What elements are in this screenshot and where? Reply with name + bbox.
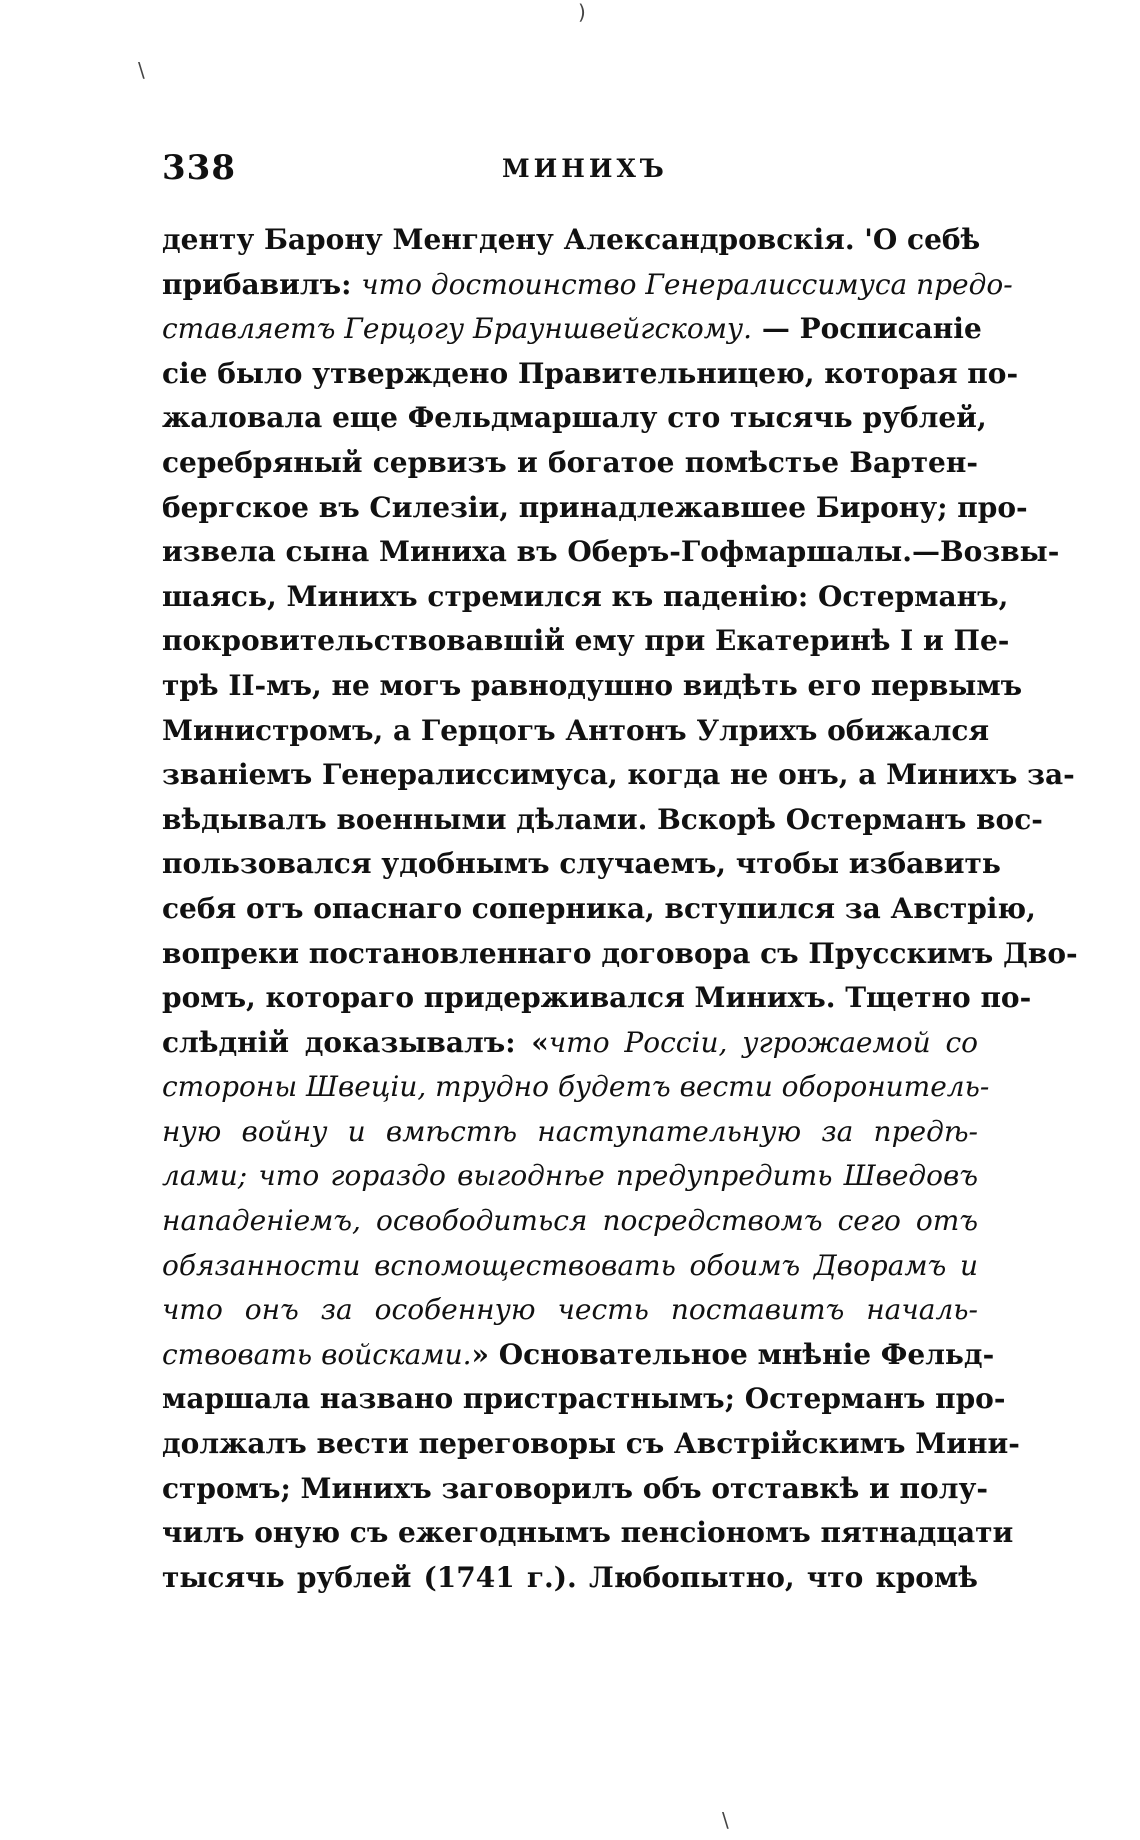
- italic-text-segment: лами; что гораздо выгоднѣе предупредить Шведовъ: [162, 1159, 978, 1193]
- text-segment: чилъ оную съ ежегоднымъ пенсіономъ пятнадцати: [162, 1516, 1014, 1550]
- text-line: [162, 530, 1060, 575]
- italic-text-segment: нападеніемъ, освободиться посредствомъ сего отъ: [162, 1204, 978, 1238]
- text-segment: себя отъ опаснаго соперника, вступился за Австрію,: [162, 891, 1036, 925]
- text-line: [162, 1065, 990, 1110]
- text-line: [162, 352, 1019, 397]
- margin-speck-bottom: \: [722, 1808, 729, 1832]
- text-line: [162, 753, 1075, 798]
- text-segment: прибавилъ:: [162, 267, 362, 301]
- text-segment: вопреки постановленнаго договора съ Прусскимъ Дво-: [162, 936, 1078, 970]
- italic-text-segment: ставляетъ Герцогу Брауншвейгскому.: [162, 312, 753, 346]
- italic-text-segment: ствовать войсками.: [162, 1337, 472, 1371]
- text-line: [162, 575, 1009, 620]
- text-line: [162, 887, 1036, 932]
- text-line: [162, 709, 990, 754]
- text-line: [162, 1422, 1020, 1467]
- italic-text-segment: что Россіи, угрожаемой со: [548, 1025, 979, 1059]
- text-line: [162, 664, 1023, 709]
- text-line: [162, 307, 982, 352]
- text-line: [162, 1244, 978, 1289]
- margin-speck-left: \: [138, 58, 145, 82]
- italic-text-segment: что достоинство Генералиссимуса предо-: [361, 267, 1013, 301]
- text-line: [162, 798, 1043, 843]
- text-line: [162, 1377, 1006, 1422]
- text-line: [162, 1467, 988, 1512]
- text-segment: — Росписаніе: [752, 312, 982, 346]
- italic-text-segment: ную войну и вмѣстѣ наступательную за предѣ-: [162, 1114, 978, 1148]
- text-line: [162, 976, 1032, 1021]
- running-title: МИНИХЪ: [502, 154, 668, 183]
- text-segment: должалъ вести переговоры съ Австрійскимъ Мини-: [162, 1427, 1020, 1461]
- page-number: 338: [162, 148, 236, 188]
- italic-text-segment: обязанности вспомоществовать обоимъ Дворамъ и: [162, 1248, 978, 1282]
- text-segment: жаловала еще Фельдмаршалу сто тысячь рублей,: [162, 401, 987, 435]
- text-line: [162, 396, 987, 441]
- text-line: [162, 842, 1001, 887]
- text-segment: сіе было утверждено Правительницею, которая по-: [162, 356, 1019, 390]
- text-segment: стромъ; Минихъ заговорилъ объ отставкѣ и полу-: [162, 1471, 988, 1505]
- text-line: [162, 1199, 978, 1244]
- text-line: [162, 1333, 995, 1378]
- text-segment: тысячь рублей (1741 г.). Любопытно, что кромѣ: [162, 1560, 978, 1594]
- text-segment: шаясь, Минихъ стремился къ паденію: Остерманъ,: [162, 579, 1009, 613]
- text-line: [162, 1021, 978, 1066]
- text-segment: Министромъ, а Герцогъ Антонъ Улрихъ обижался: [162, 713, 990, 747]
- text-line: [162, 486, 1028, 531]
- text-line: [162, 619, 1010, 664]
- text-segment: бергское въ Силезіи, принадлежавшее Бирону; про-: [162, 490, 1028, 524]
- text-line: [162, 1110, 978, 1155]
- body-text: [162, 218, 1078, 1600]
- text-line: [162, 932, 1078, 977]
- text-line: [162, 441, 978, 486]
- text-line: [162, 1288, 978, 1333]
- text-segment: вѣдывалъ военными дѣлами. Вскорѣ Остерманъ вос-: [162, 802, 1043, 836]
- text-segment: » Основательное мнѣніе Фельд-: [471, 1337, 995, 1371]
- text-segment: званіемъ Генералиссимуса, когда не онъ, а Минихъ за-: [162, 758, 1075, 792]
- italic-text-segment: что онъ за особенную честь поставитъ началь-: [162, 1293, 978, 1327]
- text-line: [162, 218, 981, 263]
- text-segment: денту Барону Менгдену Александровскія. 'О себѣ: [162, 223, 981, 256]
- text-segment: пользовался удобнымъ случаемъ, чтобы избавить: [162, 847, 1001, 881]
- text-line: [162, 263, 1013, 308]
- text-segment: извела сына Миниха въ Оберъ-Гофмаршалы.—Возвы-: [162, 535, 1060, 569]
- text-segment: маршала названо пристрастнымъ; Остерманъ про-: [162, 1382, 1006, 1416]
- text-segment: покровительствовавшій ему при Екатеринѣ I и Пе-: [162, 624, 1010, 658]
- text-line: [162, 1556, 978, 1601]
- text-segment: трѣ II-мъ, не могъ равнодушно видѣть его первымъ: [162, 668, 1023, 702]
- running-head: [162, 148, 978, 196]
- margin-speck-top: ): [578, 0, 586, 24]
- text-line: [162, 1511, 1014, 1556]
- text-segment: слѣдній доказывалъ: «: [162, 1025, 549, 1059]
- italic-text-segment: стороны Швеціи, трудно будетъ вести оборонитель-: [162, 1070, 990, 1104]
- text-segment: ромъ, котораго придерживался Минихъ. Тщетно по-: [162, 981, 1032, 1015]
- text-segment: серебряный сервизъ и богатое помѣстье Вартен-: [162, 445, 978, 479]
- text-line: [162, 1154, 978, 1199]
